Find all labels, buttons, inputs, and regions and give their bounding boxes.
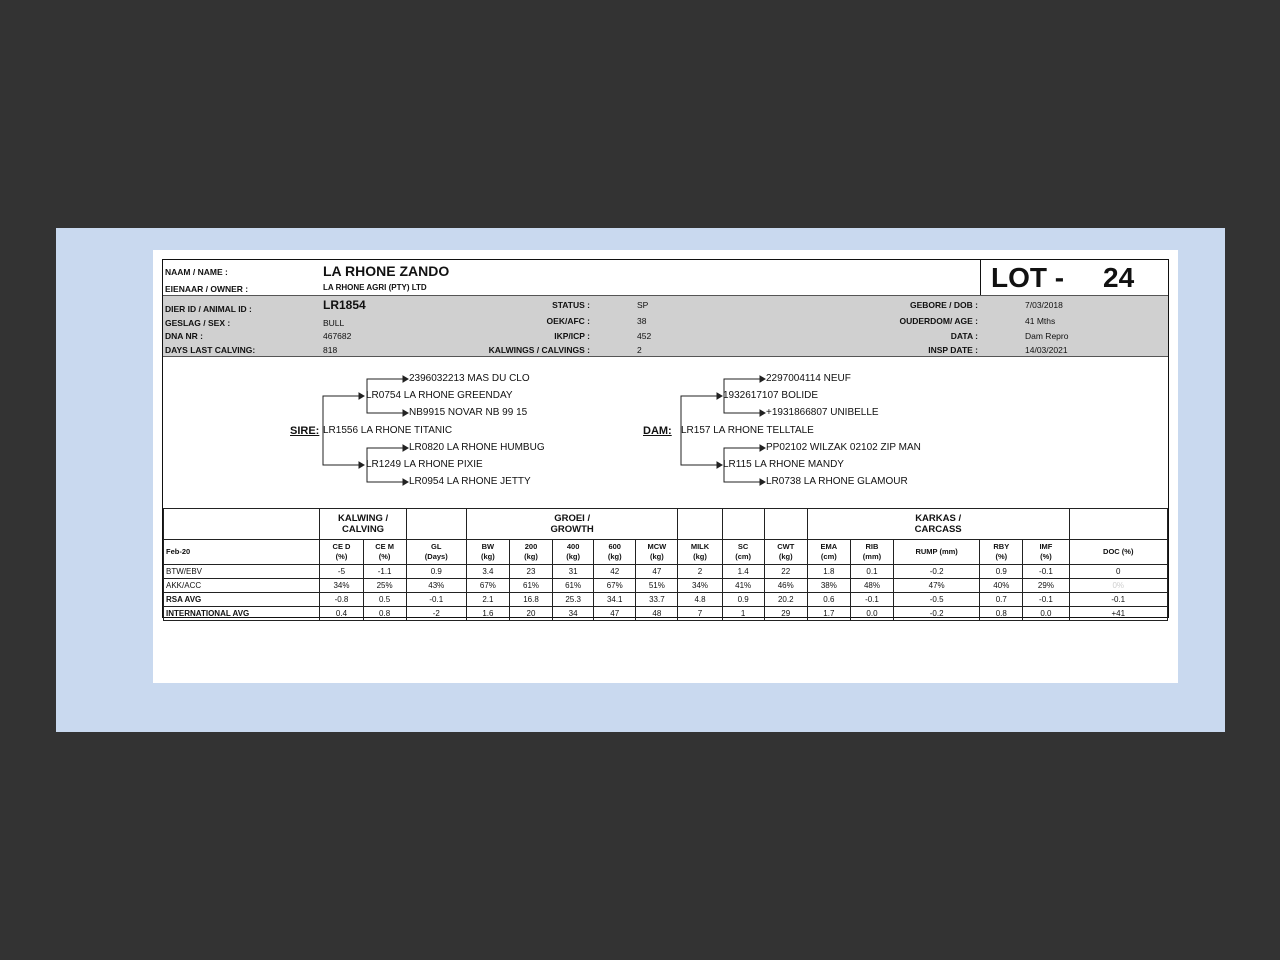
ebv-column-header [636,540,678,565]
dam-dam: LR115 LA RHONE MANDY [723,459,844,470]
table-cell: 0.4 [320,607,363,621]
table-cell: 0.9 [722,593,764,607]
column-name: DOC (%) [1103,547,1134,556]
ikp-value: 452 [637,331,652,341]
column-unit: (%) [378,552,391,561]
table-cell: 1.8 [807,565,850,579]
column-unit: (kg) [524,552,538,561]
table-cell: -0.1 [406,593,466,607]
dob-label: GEBORE / DOB : [909,300,978,310]
group-carcass-line1: KARKAS / [915,513,962,524]
sire-dam-sire: LR0820 LA RHONE HUMBUG [409,442,545,453]
group-gl [406,509,466,540]
table-cell: -0.2 [894,607,980,621]
table-cell: 40% [980,579,1023,593]
table-row [164,579,1168,593]
table-cell: 33.7 [636,593,678,607]
sire-sire: LR0754 LA RHONE GREENDAY [366,390,513,401]
table-cell: 42 [594,565,636,579]
table-cell: 4.8 [678,593,722,607]
row-label: RSA AVG [164,593,320,607]
sire-sire-sire: 2396032213 MAS DU CLO [409,373,530,384]
dna-value: 467682 [323,331,352,341]
table-cell: 3.4 [466,565,509,579]
table-cell: 0.9 [406,565,466,579]
table-cell: 20 [509,607,552,621]
table-cell: 25% [363,579,406,593]
table-cell: 67% [466,579,509,593]
age-label: OUDERDOM/ AGE : [899,316,978,326]
table-cell: -0.1 [1023,593,1069,607]
calvings-value: 2 [637,345,642,355]
group-carcass-line2: CARCASS [914,524,962,535]
lot-label: LOT - [991,262,1065,293]
sex-label: GESLAG / SEX : [165,318,231,328]
table-cell: 20.2 [764,593,807,607]
column-name: SC [737,542,749,551]
table-cell: 34.1 [594,593,636,607]
table-cell: 41% [722,579,764,593]
lot-box [980,260,1169,295]
dam: LR157 LA RHONE TELLTALE [681,425,814,436]
group-growth-line1: GROEI / [554,513,591,524]
ebv-column-header [509,540,552,565]
group-carcass [807,509,1069,540]
group-calving-line2: CALVING [342,524,385,535]
group-cwt [764,509,807,540]
column-unit: (kg) [607,552,622,561]
table-cell: 47% [894,579,980,593]
column-name: 400 [566,542,580,551]
column-name: RUMP (mm) [915,547,958,556]
dam-sire-dam: +1931866807 UNIBELLE [766,407,879,418]
sire-dam: LR1249 LA RHONE PIXIE [366,459,483,470]
group-calving [320,509,406,540]
ebv-column-header [980,540,1023,565]
insp-date-label: INSP DATE : [928,345,978,355]
table-cell: 0.0 [1023,607,1069,621]
ebv-column-header [320,540,363,565]
column-unit: (Days) [424,552,448,561]
table-cell: -0.1 [1069,593,1168,607]
column-name: GL [431,542,442,551]
calvings-label: KALWINGS / CALVINGS : [488,345,590,355]
status-label: STATUS : [552,300,590,310]
days-last-calving-label: DAYS LAST CALVING: [165,345,256,355]
column-unit: (kg) [481,552,495,561]
table-cell: 46% [764,579,807,593]
column-unit: (kg) [778,552,793,561]
column-name: MCW [647,542,667,551]
column-unit: (%) [1040,552,1052,561]
table-cell: -0.1 [1023,565,1069,579]
name-label: NAAM / NAME : [165,267,228,277]
ebv-column-header [363,540,406,565]
column-name: RBY [993,542,1010,551]
animal-id-value: LR1854 [323,298,366,312]
table-cell: 0.7 [980,593,1023,607]
ebv-body [164,565,1168,621]
group-empty [164,509,320,540]
table-cell: 0.0 [850,607,893,621]
row-label: INTERNATIONAL AVG [164,607,320,621]
sire-label: SIRE: [290,425,320,437]
ebv-column-header [466,540,509,565]
table-cell: 61% [553,579,594,593]
animal-name: LA RHONE ZANDO [323,263,450,279]
table-cell: 0.6 [807,593,850,607]
data-label: DATA : [950,331,978,341]
age-value: 41 Mths [1025,316,1056,326]
ikp-label: IKP/ICP : [554,331,590,341]
column-name: BW [481,542,495,551]
row-label: AKK/ACC [164,579,320,593]
table-cell: 34% [320,579,363,593]
dam-dam-sire: PP02102 WILZAK 02102 ZIP MAN [766,442,921,453]
table-cell: 34% [678,579,722,593]
table-cell: +41 [1069,607,1168,621]
owner-label: EIENAAR / OWNER : [165,284,249,294]
dam-sire-sire: 2297004114 NEUF [766,373,851,384]
table-cell: 48 [636,607,678,621]
table-cell: -0.5 [894,593,980,607]
table-cell: 43% [406,579,466,593]
table-cell: 1.4 [722,565,764,579]
table-cell: 22 [764,565,807,579]
table-row [164,607,1168,621]
table-cell: 7 [678,607,722,621]
table-cell: 1.7 [807,607,850,621]
table-cell: 34 [553,607,594,621]
table-cell: 2 [678,565,722,579]
days-last-calving-value: 818 [323,345,338,355]
status-value: SP [637,300,649,310]
table-cell: 23 [509,565,552,579]
sire-sire-dam: NB9915 NOVAR NB 99 15 [409,407,528,418]
ebv-column-header [764,540,807,565]
table-cell: 38% [807,579,850,593]
animal-card [162,259,1169,618]
table-cell: -0.1 [850,593,893,607]
table-cell: 25.3 [553,593,594,607]
period-label: Feb-20 [164,540,320,565]
ebv-column-header [722,540,764,565]
table-cell: 0.1 [850,565,893,579]
column-name: RIB [865,542,879,551]
column-name: CE D [332,542,351,551]
table-cell: -0.8 [320,593,363,607]
table-cell: 67% [594,579,636,593]
column-unit: (%) [995,552,1008,561]
ebv-column-header [850,540,893,565]
lot-number: 24 [1103,262,1135,293]
table-cell: 31 [553,565,594,579]
ebv-group-row [164,509,1168,540]
ebv-column-header [553,540,594,565]
row-label: BTW/EBV [164,565,320,579]
group-growth-line2: GROWTH [550,524,594,535]
sex-value: BULL [323,318,345,328]
owner-value: LA RHONE AGRI (PTY) LTD [323,283,427,292]
column-name: MILK [690,542,710,551]
table-cell: 0.8 [363,607,406,621]
table-cell: 1.6 [466,607,509,621]
table-cell: 16.8 [509,593,552,607]
insp-date-value: 14/03/2021 [1025,345,1068,355]
table-row [164,593,1168,607]
column-name: EMA [820,542,838,551]
ebv-columns-row [164,540,1168,565]
dam-sire: 1932617107 BOLIDE [723,390,819,401]
details-band [163,295,1168,357]
ebv-table [163,508,1168,621]
table-cell: 0 [1069,565,1168,579]
group-sc [722,509,764,540]
column-name: 600 [608,542,621,551]
table-cell: 2.1 [466,593,509,607]
table-cell: 0.8 [980,607,1023,621]
table-cell: 51% [636,579,678,593]
table-cell: -2 [406,607,466,621]
column-unit: (kg) [649,552,664,561]
data-value: Dam Repro [1025,331,1069,341]
group-calving-line1: KALWING / [337,513,389,524]
column-unit: (kg) [566,552,580,561]
column-unit: (cm) [820,552,837,561]
column-unit: (mm) [862,552,882,561]
table-cell: 47 [594,607,636,621]
column-name: 200 [524,542,538,551]
table-cell: 47 [636,565,678,579]
dam-dam-dam: LR0738 LA RHONE GLAMOUR [766,476,908,487]
ebv-column-header [807,540,850,565]
group-doc [1069,509,1168,540]
ebv-column-header [894,540,980,565]
dna-label: DNA NR : [165,331,203,341]
sire-dam-dam: LR0954 LA RHONE JETTY [409,476,531,487]
table-cell: 0.5 [363,593,406,607]
ebv-column-header [1023,540,1069,565]
table-cell: 29 [764,607,807,621]
oek-value: 38 [637,316,647,326]
group-milk [678,509,722,540]
ebv-column-header [594,540,636,565]
column-name: CE M [375,542,394,551]
table-cell: 48% [850,579,893,593]
table-row [164,565,1168,579]
sire: LR1556 LA RHONE TITANIC [323,425,453,436]
table-cell: -1.1 [363,565,406,579]
table-cell: 61% [509,579,552,593]
animal-id-label: DIER ID / ANIMAL ID : [165,304,252,314]
oek-label: OEK/AFC : [546,316,590,326]
column-name: CWT [777,542,795,551]
group-growth [466,509,678,540]
ebv-column-header [406,540,466,565]
dam-label: DAM: [643,425,672,437]
column-name: IMF [1039,542,1053,551]
table-cell: 29% [1023,579,1069,593]
ebv-column-header [678,540,722,565]
ebv-column-header [1069,540,1168,565]
table-cell: -0.2 [894,565,980,579]
table-cell: -5 [320,565,363,579]
column-unit: (kg) [693,552,707,561]
table-cell: 1 [722,607,764,621]
column-unit: (%) [335,552,348,561]
column-unit: (cm) [735,552,752,561]
table-cell: 0.9 [980,565,1023,579]
dob-value: 7/03/2018 [1025,300,1063,310]
table-cell: 0% [1069,579,1168,593]
